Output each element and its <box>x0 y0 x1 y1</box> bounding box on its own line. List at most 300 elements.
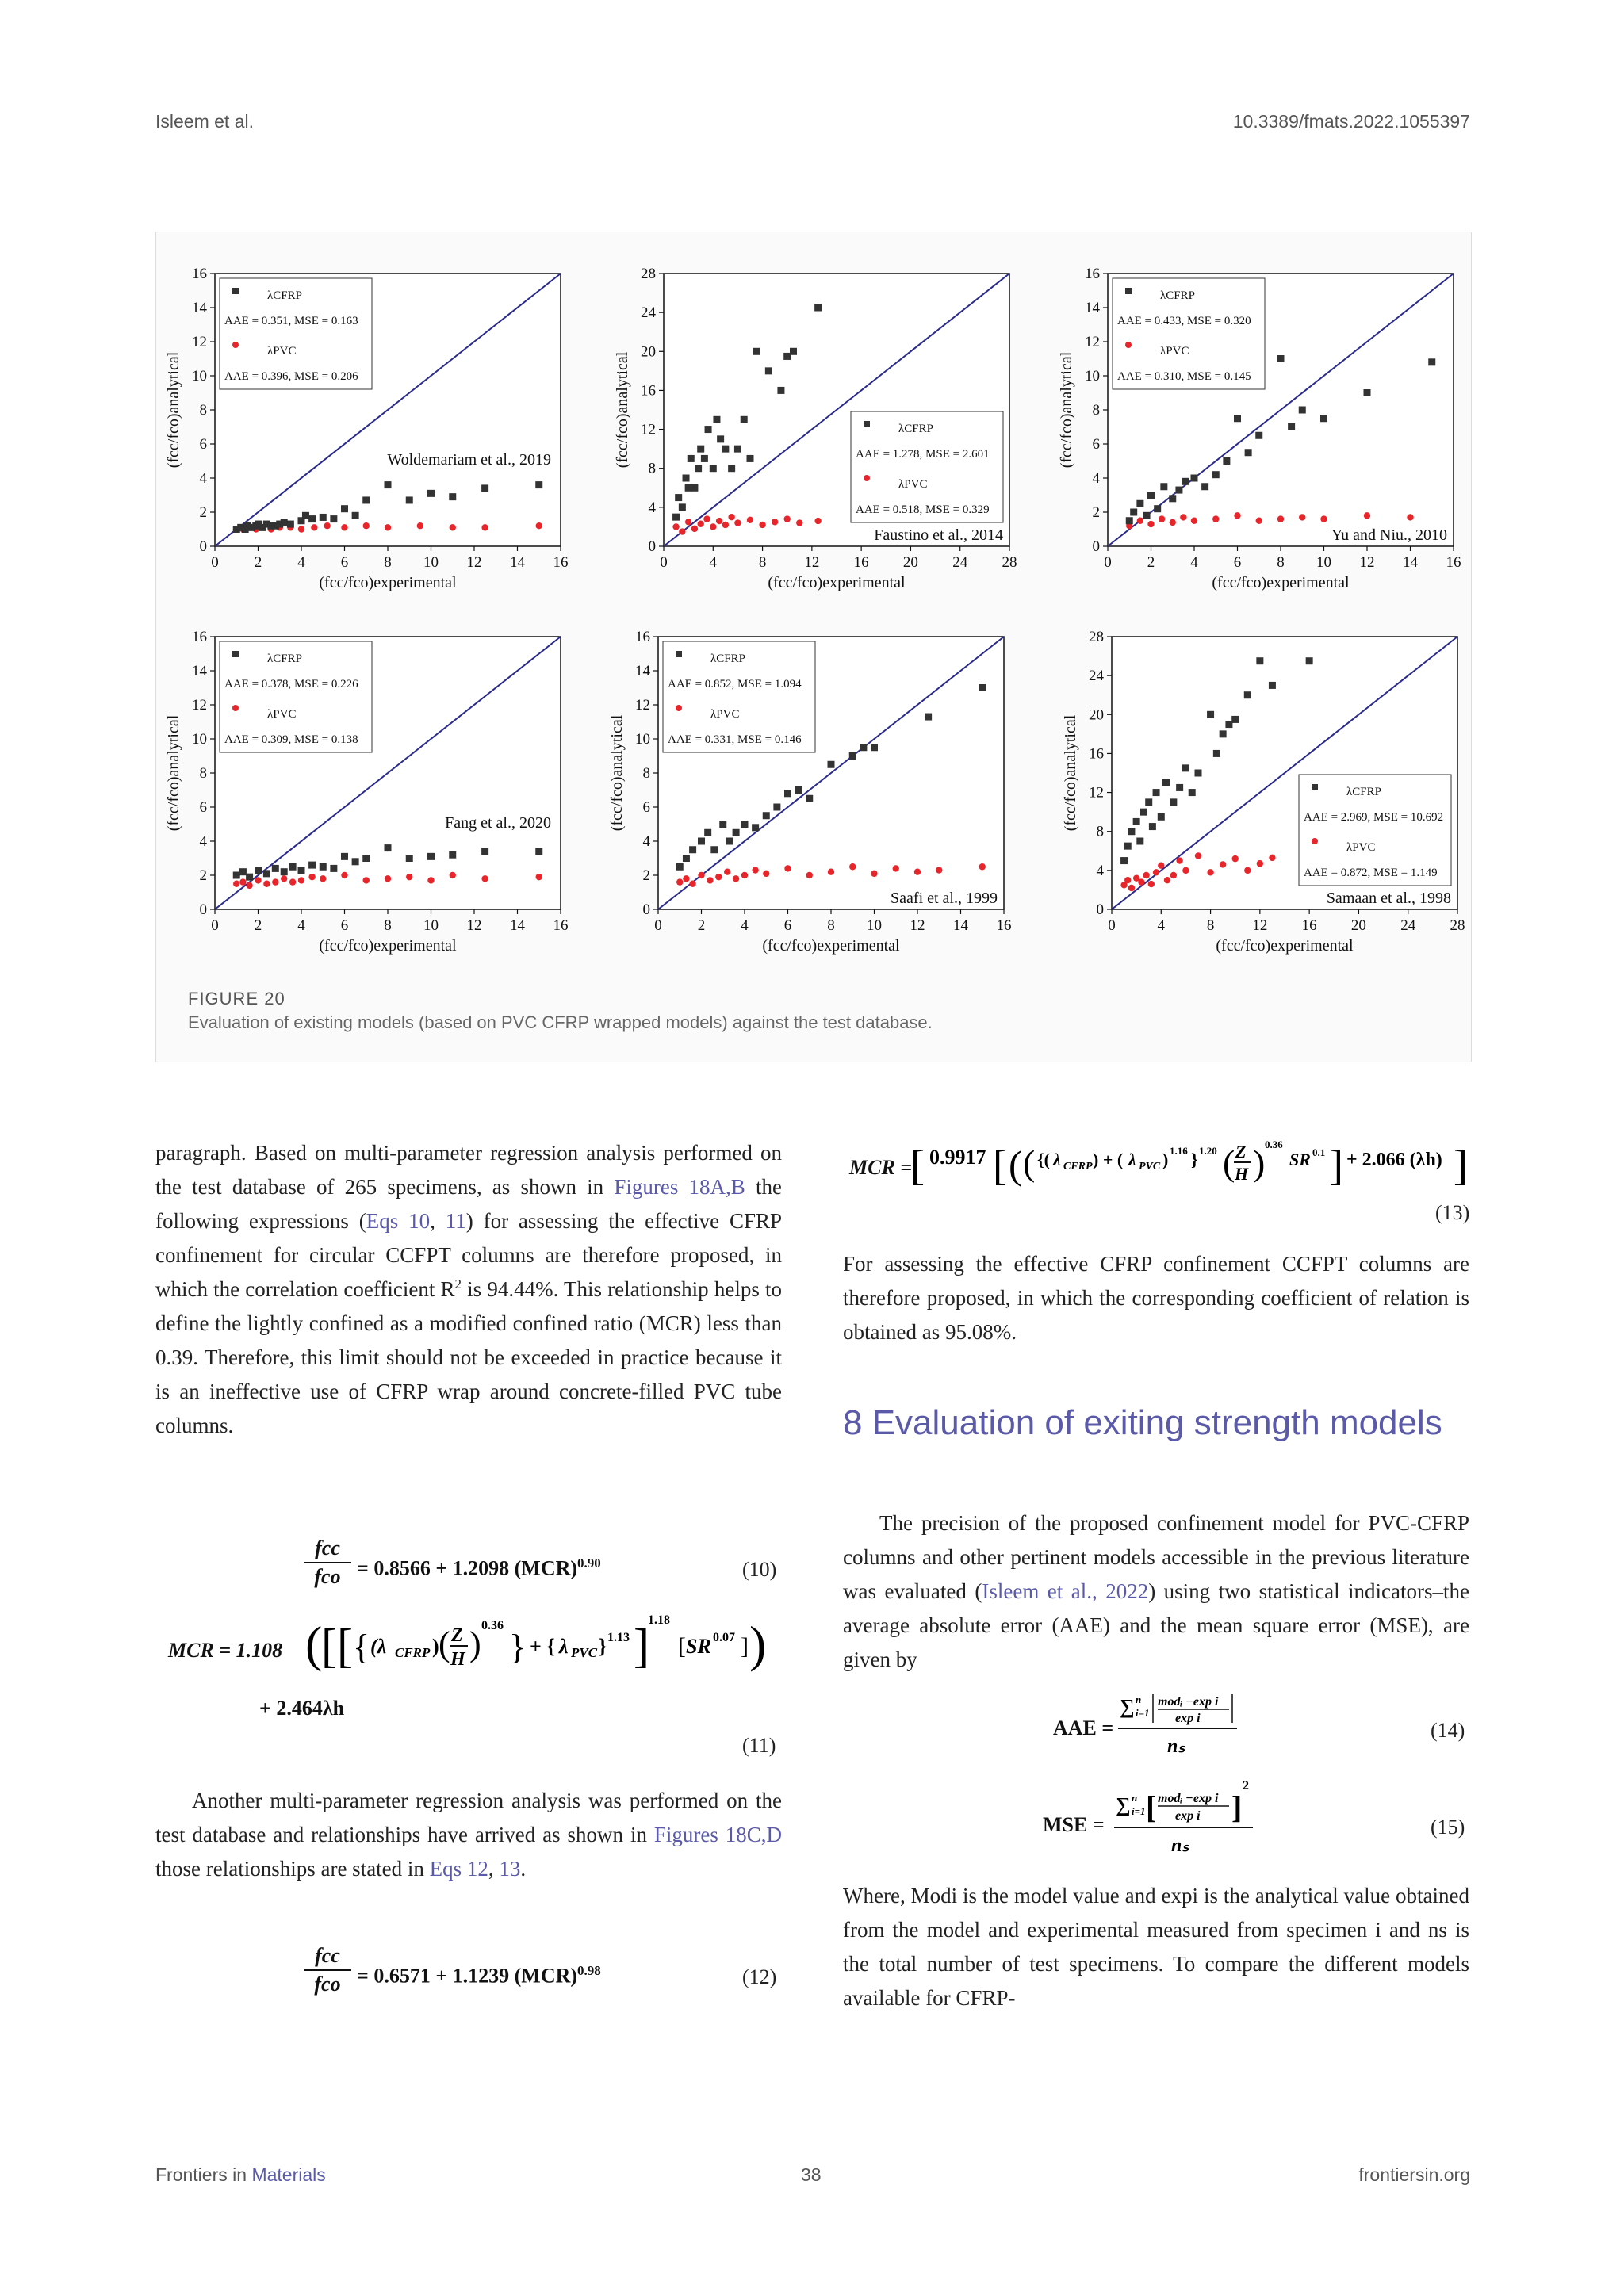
cfrp-point <box>449 851 456 859</box>
y-tick-label: 14 <box>635 663 650 679</box>
x-tick-label: 16 <box>553 917 569 934</box>
x-tick-label: 6 <box>1233 554 1242 571</box>
eq11-tail: + 2.464λh <box>259 1697 345 1720</box>
y-tick-label: 0 <box>642 901 650 918</box>
y-tick-label: 12 <box>1089 784 1104 802</box>
y-tick-label: 2 <box>199 504 207 521</box>
cfrp-point <box>1306 657 1313 664</box>
cfrp-point <box>765 367 772 374</box>
cfrp-point <box>1277 355 1285 362</box>
cfrp-point <box>675 494 682 501</box>
y-tick-label: 20 <box>1089 706 1104 724</box>
cfrp-point <box>352 512 359 519</box>
cfrp-point <box>1160 483 1167 490</box>
pvc-point <box>679 528 685 534</box>
y-tick-label: 16 <box>641 382 656 400</box>
x-tick-label: 20 <box>902 554 918 571</box>
cfrp-point <box>308 515 316 522</box>
svg-text:(: ( <box>1023 1142 1036 1183</box>
pvc-point <box>689 881 695 887</box>
cfrp-point <box>427 490 435 497</box>
x-tick-label: 6 <box>340 554 349 571</box>
cfrp-point <box>385 481 392 488</box>
text-run: , <box>488 1857 500 1881</box>
right-column-text-3 <box>843 1879 1469 2015</box>
x-tick-label: 2 <box>697 917 706 934</box>
eq15-lhs: MSE = <box>1043 1813 1105 1836</box>
cfrp-point <box>320 863 327 871</box>
x-axis-label: (fcc/fco)experimental <box>762 937 900 955</box>
y-axis-label: (fcc/fco)analytical <box>1062 714 1079 832</box>
pvc-point <box>772 519 778 525</box>
x-axis-label: (fcc/fco)experimental <box>319 937 457 955</box>
pvc-point <box>1128 885 1135 891</box>
y-tick-label: 16 <box>1085 266 1100 282</box>
y-tick-label: 0 <box>1092 538 1100 555</box>
cfrp-point <box>849 752 856 760</box>
svg-text:λ: λ <box>1128 1150 1136 1169</box>
pvc-point <box>1244 867 1251 874</box>
pvc-point <box>289 878 296 885</box>
pvc-point <box>1170 872 1177 878</box>
pvc-point <box>263 881 270 887</box>
legend-cfrp-stats: AAE = 0.378, MSE = 0.226 <box>224 678 358 691</box>
legend-cfrp-marker <box>1125 288 1132 294</box>
pvc-point <box>1195 852 1201 859</box>
frac-numerator: fcc <box>315 1944 340 1967</box>
svg-text:): ) <box>1253 1142 1266 1183</box>
svg-text:0.36: 0.36 <box>1265 1138 1283 1150</box>
svg-text:(: ( <box>305 1616 323 1672</box>
text-run: , <box>430 1209 446 1233</box>
y-tick-label: 28 <box>641 266 656 282</box>
footer-site[interactable]: frontiersin.org <box>1358 2164 1470 2185</box>
pvc-point <box>272 878 278 885</box>
x-tick-label: 16 <box>1446 554 1461 571</box>
cfrp-point <box>289 863 297 871</box>
pvc-point <box>703 515 710 522</box>
svg-text:): ) <box>1162 1150 1169 1169</box>
cfrp-point <box>979 684 986 691</box>
cfrp-point <box>753 348 760 355</box>
panel-title: Yu and Niu., 2010 <box>1331 526 1447 544</box>
legend-cfrp-stats: AAE = 0.433, MSE = 0.320 <box>1117 315 1251 327</box>
pvc-point <box>536 874 542 880</box>
cfrp-point <box>330 865 337 872</box>
pvc-point <box>298 526 304 532</box>
svg-text:[: [ <box>337 1620 353 1672</box>
eq10-number: (10) <box>742 1558 777 1581</box>
cfrp-point <box>535 848 542 855</box>
eq14-body-svg <box>1118 1685 1277 1764</box>
svg-text:PVC: PVC <box>1139 1161 1161 1173</box>
y-axis-label: (fcc/fco)analytical <box>614 351 631 469</box>
y-tick-label: 12 <box>635 697 650 714</box>
cfrp-point <box>672 514 680 521</box>
cfrp-point <box>1223 457 1230 465</box>
y-tick-label: 8 <box>642 765 650 782</box>
x-tick-label: 14 <box>953 917 968 934</box>
cfrp-point <box>1231 716 1239 723</box>
cfrp-point <box>733 829 740 836</box>
cfrp-point <box>1126 517 1133 524</box>
legend-pvc-marker <box>232 705 239 711</box>
svg-text:0.07: 0.07 <box>713 1631 735 1644</box>
x-tick-label: 8 <box>1206 917 1215 934</box>
chart-panel-3 <box>1058 266 1461 591</box>
pvc-point <box>1232 855 1239 862</box>
eq-text: = 0.8566 + 1.2098 (MCR) <box>357 1556 578 1580</box>
x-tick-label: 4 <box>709 554 718 571</box>
figure-panels <box>156 232 1471 985</box>
pvc-point <box>724 869 730 875</box>
panel-title: Faustino et al., 2014 <box>874 526 1003 544</box>
svg-text:]: ] <box>634 1620 649 1672</box>
svg-text:(: ( <box>1223 1142 1235 1183</box>
eq11-body-svg <box>305 1609 765 1681</box>
pvc-point <box>324 522 331 529</box>
link-figures-18cd[interactable]: Figures 18C,D <box>653 1823 782 1846</box>
cfrp-point <box>795 786 802 794</box>
pvc-point <box>450 524 456 530</box>
body-paragraph <box>155 1784 782 1886</box>
cfrp-point <box>683 855 690 862</box>
cfrp-point <box>1124 843 1132 850</box>
legend-pvc-marker <box>676 705 682 711</box>
pvc-point <box>1320 515 1327 522</box>
svg-text:[: [ <box>321 1620 337 1672</box>
pvc-point <box>233 881 239 887</box>
pvc-point <box>1256 518 1262 524</box>
x-tick-label: 8 <box>827 917 835 934</box>
right-column-text-1 <box>843 1247 1469 1349</box>
cfrp-point <box>1269 682 1276 689</box>
x-tick-label: 2 <box>1147 554 1155 571</box>
y-tick-label: 6 <box>1092 436 1100 453</box>
eq-text: = 0.6571 + 1.1239 (MCR) <box>357 1964 578 1988</box>
pvc-point <box>676 878 683 885</box>
legend-pvc-label: λPVC <box>267 345 297 358</box>
x-tick-label: 8 <box>384 554 392 571</box>
link-isleem-2022[interactable]: Isleem et al., 2022 <box>982 1579 1149 1603</box>
cfrp-point <box>710 846 718 853</box>
svg-text:[: [ <box>1146 1789 1157 1825</box>
x-tick-label: 4 <box>741 917 749 934</box>
cfrp-point <box>710 465 717 472</box>
pvc-point <box>683 875 689 882</box>
svg-text:Z: Z <box>451 1625 463 1646</box>
x-tick-label: 0 <box>211 554 219 571</box>
legend-pvc-marker <box>1125 342 1132 348</box>
y-tick-label: 10 <box>635 731 650 748</box>
pvc-point <box>936 867 942 873</box>
legend-pvc-marker <box>232 342 239 348</box>
svg-text:n: n <box>1136 1693 1142 1705</box>
x-tick-label: 0 <box>1104 554 1112 571</box>
cfrp-point <box>246 874 253 881</box>
pvc-point <box>784 515 791 522</box>
eq14-number: (14) <box>1431 1719 1465 1742</box>
cfrp-point <box>747 455 754 462</box>
link-eq-10[interactable]: Eqs 10 <box>366 1209 431 1233</box>
svg-text:1.13: 1.13 <box>607 1631 630 1644</box>
legend-pvc-marker <box>864 475 870 481</box>
pvc-point <box>685 519 691 525</box>
svg-text:H: H <box>1235 1164 1249 1184</box>
cfrp-point <box>1207 711 1214 718</box>
cfrp-point <box>481 484 488 492</box>
pvc-point <box>1277 515 1284 522</box>
pvc-point <box>417 522 423 529</box>
y-tick-label: 16 <box>635 629 650 645</box>
y-tick-label: 0 <box>199 901 207 918</box>
cfrp-point <box>783 353 791 360</box>
legend-cfrp-label: λCFRP <box>267 652 302 665</box>
cfrp-point <box>406 855 413 862</box>
cfrp-point <box>784 790 791 797</box>
eq-exponent: 0.98 <box>577 1963 601 1978</box>
y-tick-label: 16 <box>1089 745 1104 763</box>
right-column-text-2 <box>843 1506 1469 1677</box>
pvc-point <box>733 875 739 882</box>
x-axis-label: (fcc/fco)experimental <box>1216 937 1354 955</box>
x-tick-label: 24 <box>952 554 968 571</box>
svg-text:]: ] <box>741 1633 749 1659</box>
cfrp-point <box>683 475 690 482</box>
pvc-point <box>481 524 488 530</box>
svg-text:]: ] <box>1454 1142 1468 1189</box>
pvc-point <box>1158 863 1164 869</box>
y-tick-label: 6 <box>199 799 207 816</box>
svg-text:(: ( <box>1009 1142 1022 1187</box>
cfrp-point <box>1130 509 1137 516</box>
body-paragraph: Where, Modi is the model value and expi is the analytical value obtained from the model and experimental measured from specimen i and ns is the total number of test specimens. To compare the different models available for CFRP- <box>843 1884 1469 2010</box>
pvc-point <box>406 874 412 880</box>
figure-caption: Evaluation of existing models (based on PVC CFRP wrapped models) against the test database. <box>188 1012 933 1032</box>
svg-text:(: ( <box>439 1624 450 1663</box>
x-tick-label: 28 <box>1450 917 1465 934</box>
cfrp-point <box>676 863 684 871</box>
cfrp-point <box>1212 471 1220 478</box>
pvc-point <box>1124 877 1131 883</box>
cfrp-point <box>679 503 686 511</box>
cfrp-point <box>701 455 708 462</box>
pvc-point <box>806 872 813 878</box>
svg-text:[: [ <box>910 1142 925 1189</box>
svg-text:modᵢ −exp i: modᵢ −exp i <box>1158 1695 1219 1709</box>
eq12-fraction <box>304 1944 351 1996</box>
cfrp-point <box>330 515 337 522</box>
eq13-number: (13) <box>1435 1201 1470 1224</box>
legend-cfrp-marker <box>864 421 870 427</box>
cfrp-point <box>741 821 749 828</box>
svg-text:1.20: 1.20 <box>1199 1145 1217 1157</box>
svg-text:): ) <box>432 1635 439 1658</box>
y-tick-label: 12 <box>641 421 656 438</box>
pvc-point <box>427 877 434 883</box>
pvc-point <box>871 871 877 877</box>
y-tick-label: 10 <box>1085 368 1100 385</box>
pvc-point <box>1138 878 1144 885</box>
cfrp-point <box>1234 415 1241 422</box>
pvc-point <box>814 518 821 524</box>
x-tick-label: 28 <box>1002 554 1017 571</box>
x-tick-label: 8 <box>384 917 392 934</box>
svg-text:i=1: i=1 <box>1136 1707 1150 1719</box>
pvc-point <box>363 877 370 883</box>
y-tick-label: 14 <box>1085 300 1100 316</box>
cfrp-point <box>385 844 392 851</box>
chart-panel-6 <box>1062 629 1465 955</box>
pvc-point <box>536 522 542 529</box>
y-axis-label: (fcc/fco)analytical <box>608 714 626 832</box>
cfrp-point <box>1220 730 1227 737</box>
x-tick-label: 12 <box>466 917 482 934</box>
svg-text:0.1: 0.1 <box>1312 1146 1326 1158</box>
pvc-point <box>255 877 261 883</box>
frac-denominator: fco <box>314 1565 341 1588</box>
text-run: Another multi-parameter regression analysis was performed on the test database and relationships have arrived as shown in <box>155 1789 782 1846</box>
pvc-point <box>1364 512 1370 519</box>
pvc-point <box>1220 861 1226 867</box>
text-run: is 94.44%. This relationship helps to define the lightly confined as a modified confined ratio (MCR) less than 0.39. Therefore, this limit should not be exceeded in practice because it is an ineffective use of CFRP wrap around concrete-filled PVC tube columns. <box>155 1277 782 1437</box>
cfrp-point <box>1189 789 1196 796</box>
cfrp-point <box>1149 823 1156 830</box>
cfrp-point <box>689 846 696 853</box>
svg-text:∑: ∑ <box>1116 1793 1131 1816</box>
y-axis-label: (fcc/fco)analytical <box>1058 351 1075 469</box>
cfrp-point <box>1245 449 1252 456</box>
cfrp-point <box>925 714 932 721</box>
svg-text:) + (: ) + ( <box>1093 1150 1124 1169</box>
pvc-point <box>1212 515 1219 522</box>
eq14-body <box>1118 1685 1277 1770</box>
link-figures-18ab[interactable]: Figures 18A,B <box>614 1175 745 1199</box>
cfrp-point <box>763 812 770 819</box>
y-tick-label: 6 <box>642 799 650 816</box>
pvc-point <box>1269 855 1275 861</box>
pvc-point <box>763 871 769 877</box>
pvc-point <box>672 523 679 530</box>
cfrp-point <box>406 496 413 503</box>
pvc-point <box>311 524 317 530</box>
pvc-point <box>893 865 899 871</box>
eq12-rhs <box>357 1963 601 1988</box>
cfrp-point <box>302 512 309 519</box>
cfrp-point <box>806 795 813 802</box>
legend-pvc-label: λPVC <box>1160 345 1189 358</box>
link-eq-11[interactable]: 11 <box>445 1209 466 1233</box>
pvc-point <box>320 875 326 882</box>
y-tick-label: 16 <box>192 266 207 282</box>
svg-text:+ {: + { <box>530 1635 555 1658</box>
cfrp-point <box>1182 478 1189 485</box>
y-tick-label: 2 <box>642 867 650 884</box>
cfrp-point <box>427 853 435 860</box>
svg-text:H: H <box>450 1649 465 1670</box>
cfrp-point <box>1170 798 1177 806</box>
x-tick-label: 2 <box>254 917 262 934</box>
svg-text:): ) <box>469 1624 481 1663</box>
eq13-body <box>910 1134 1468 1197</box>
svg-text:1.18: 1.18 <box>648 1613 670 1627</box>
y-tick-label: 12 <box>192 697 207 714</box>
cfrp-point <box>726 838 733 845</box>
svg-text:0.36: 0.36 <box>481 1619 504 1632</box>
link-eq-13[interactable]: 13 <box>499 1857 521 1881</box>
link-eq-12[interactable]: Eqs 12 <box>429 1857 488 1881</box>
svg-text:exp i: exp i <box>1175 1712 1201 1725</box>
x-tick-label: 4 <box>297 917 305 934</box>
cfrp-point <box>1147 492 1155 499</box>
y-tick-label: 14 <box>192 300 207 316</box>
legend-cfrp-label: λCFRP <box>267 289 302 302</box>
cfrp-point <box>1169 495 1176 502</box>
svg-text:nₛ: nₛ <box>1171 1835 1189 1856</box>
pvc-point <box>707 877 713 883</box>
x-tick-label: 24 <box>1400 917 1416 934</box>
svg-text:CFRP: CFRP <box>395 1645 431 1660</box>
y-tick-label: 2 <box>1092 504 1100 521</box>
cfrp-point <box>1162 779 1170 786</box>
cfrp-point <box>1140 809 1147 816</box>
pvc-point <box>784 865 791 871</box>
cfrp-point <box>1428 358 1435 365</box>
x-tick-label: 16 <box>853 554 869 571</box>
superscript: 2 <box>454 1276 462 1292</box>
eq14-lhs: AAE = <box>1053 1716 1114 1739</box>
legend-cfrp-label: λCFRP <box>1346 786 1381 798</box>
pvc-point <box>1191 518 1197 524</box>
cfrp-point <box>1145 798 1152 806</box>
pvc-point <box>239 878 246 885</box>
legend-cfrp-marker <box>232 651 239 657</box>
cfrp-point <box>695 465 702 472</box>
cfrp-point <box>1176 784 1183 791</box>
svg-text:[: [ <box>993 1142 1007 1189</box>
panel-title: Saafi et al., 1999 <box>891 890 998 907</box>
pvc-point <box>734 519 741 526</box>
legend-cfrp-label: λCFRP <box>710 652 745 665</box>
x-tick-label: 8 <box>758 554 767 571</box>
text-run: ) for assessing the effective CFRP confinement for circular CCFPT columns are therefore proposed, in which the correlation coefficient R <box>155 1209 783 1301</box>
legend-cfrp-stats: AAE = 2.969, MSE = 10.692 <box>1304 811 1444 824</box>
legend-pvc-stats: AAE = 0.310, MSE = 0.145 <box>1117 370 1251 383</box>
x-tick-label: 8 <box>1277 554 1285 571</box>
cfrp-point <box>777 387 784 394</box>
pvc-point <box>715 874 722 880</box>
legend-cfrp-label: λCFRP <box>1160 289 1195 302</box>
eq-exponent: 0.90 <box>577 1556 601 1571</box>
legend-cfrp-stats: AAE = 0.852, MSE = 1.094 <box>668 678 802 691</box>
cfrp-point <box>773 804 780 811</box>
pvc-point <box>363 522 370 529</box>
pvc-point <box>728 514 734 520</box>
cfrp-point <box>814 304 822 312</box>
pvc-point <box>1147 521 1154 527</box>
legend-pvc-label: λPVC <box>267 708 297 721</box>
pvc-point <box>759 522 765 528</box>
cfrp-point <box>362 496 370 503</box>
svg-text:nₛ: nₛ <box>1167 1736 1185 1757</box>
pvc-point <box>796 519 802 526</box>
cfrp-point <box>255 867 262 874</box>
cfrp-point <box>691 484 698 492</box>
pvc-point <box>1407 514 1413 520</box>
svg-text:]: ] <box>1329 1142 1343 1189</box>
eq10-fraction <box>304 1536 351 1589</box>
cfrp-point <box>1320 415 1327 422</box>
